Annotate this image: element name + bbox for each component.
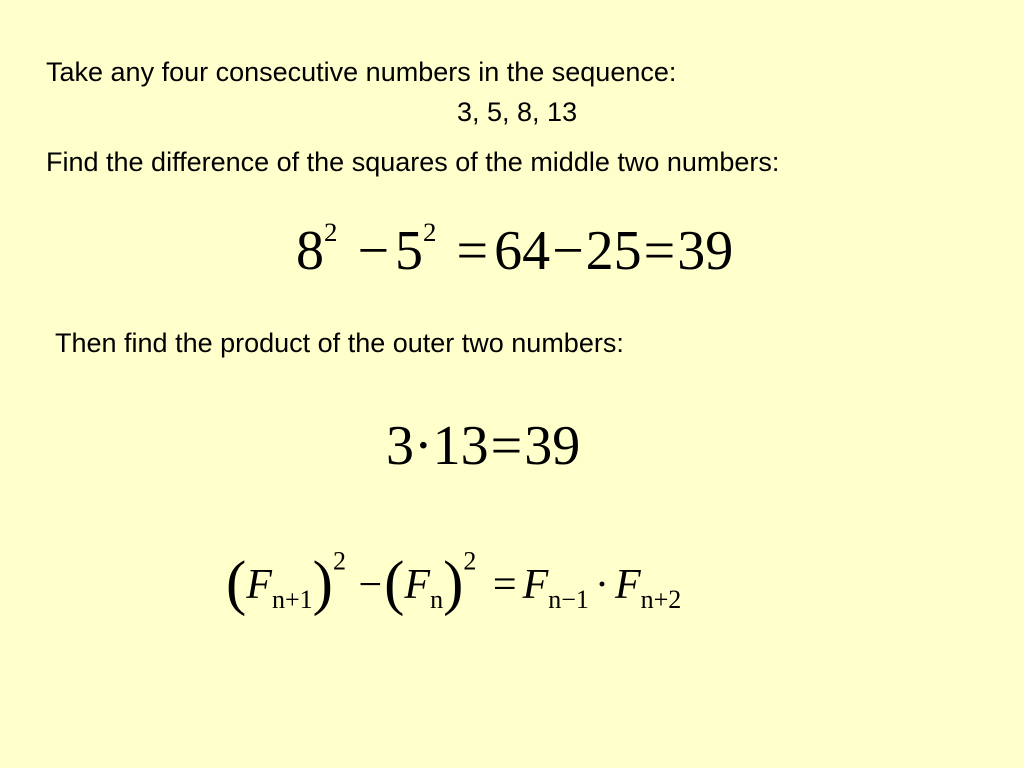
equals-sign: = [456,220,489,282]
term-13: 13 [432,415,489,477]
minus-sign: − [552,220,584,282]
left-paren: ( [384,549,405,617]
difference-of-squares-equation [296,216,733,286]
subscript-n-minus-1: n−1 [548,584,589,614]
equals-sign: = [492,562,517,608]
result-39: 39 [677,220,734,282]
fibonacci-F: F [522,562,549,608]
right-paren: ) [312,549,333,617]
term-3: 3 [386,415,414,477]
intro-text: Take any four consecutive numbers in the sequence: [46,57,677,87]
minus-sign: − [357,220,390,282]
left-paren: ( [226,549,247,617]
fibonacci-identity [226,540,681,630]
term-25: 25 [585,220,642,282]
result-39: 39 [524,415,581,477]
multiply-dot: · [594,562,609,608]
term-5: 5 [395,220,424,282]
equals-sign: = [490,415,523,477]
multiply-dot: · [414,415,433,477]
difference-instruction: Find the difference of the squares of the middle two numbers: [46,147,780,177]
exponent: 2 [332,546,346,576]
fibonacci-F: F [404,562,431,608]
product-equation [386,411,580,481]
subscript-n-plus-2: n+2 [640,584,682,614]
exponent: 2 [463,546,477,576]
term-8: 8 [296,220,324,282]
sequence-text: 3, 5, 8, 13 [457,97,578,127]
exponent: 2 [423,216,437,247]
product-instruction: Then find the product of the outer two numbers: [55,328,624,358]
equals-sign: = [643,220,676,282]
exponent: 2 [324,216,338,247]
term-64: 64 [494,220,551,282]
fibonacci-F: F [246,562,272,608]
minus-sign: − [358,562,383,608]
subscript-n: n [430,584,444,614]
fibonacci-F: F [614,562,641,608]
subscript-n-plus-1: n+1 [271,584,313,614]
right-paren: ) [443,549,464,617]
